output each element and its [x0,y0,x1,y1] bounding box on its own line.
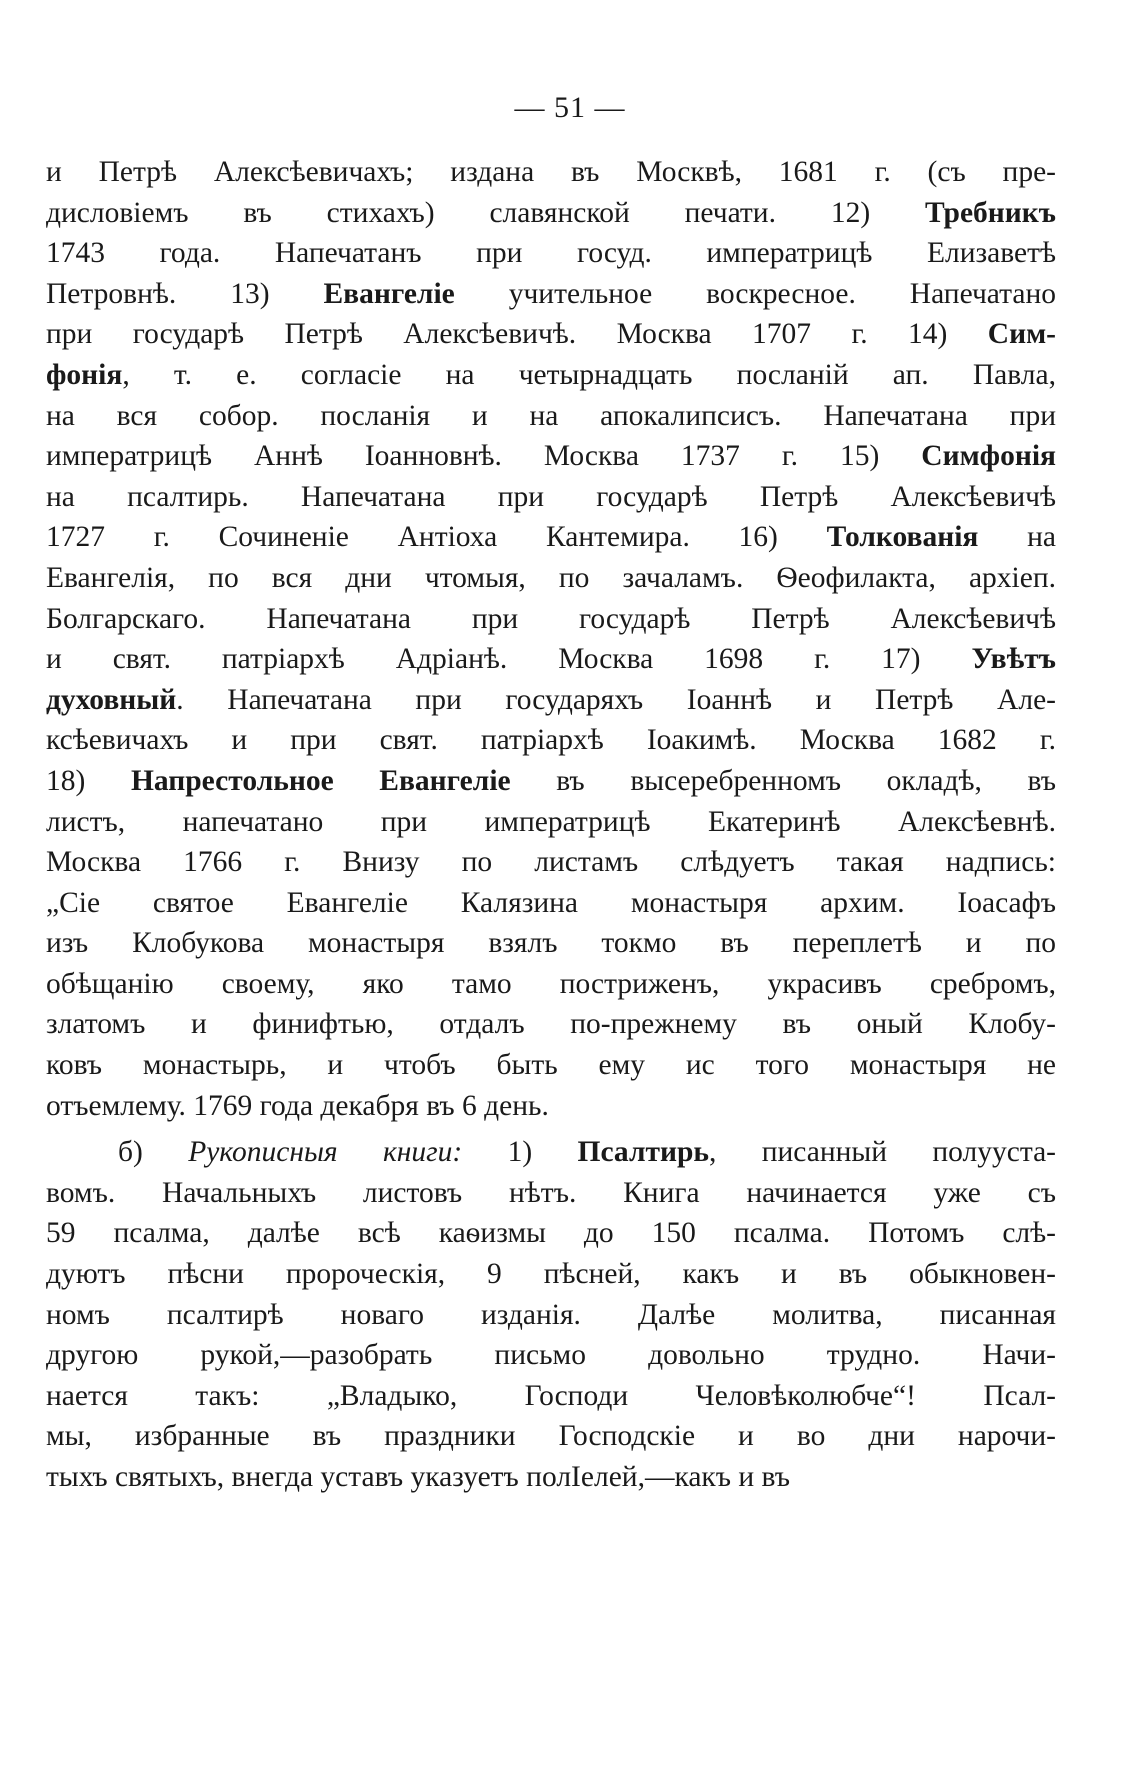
text-line [46,1132,1056,1173]
text-line [46,1004,1056,1045]
text-run: 1727 г. Сочиненіе Антіоха Кантемира. 16) [46,521,827,554]
text-run: Евангелія, по вся дни чтомыя, по зачаламъ. Ѳеофилакта, архіеп. [46,561,1056,594]
text-line [46,1376,1056,1417]
text-run: Петровнѣ. 13) [46,277,324,310]
page-number: — 51 — [514,91,626,124]
text-line [46,883,1056,924]
text-line [46,1335,1056,1376]
text-run: , писанный полууста- [709,1136,1056,1169]
text-run: 18) [46,764,131,797]
text-run: 1743 года. Напечатанъ при госуд. императрицѣ Елизаветѣ [46,237,1056,270]
text-line [46,1045,1056,1086]
bold-title: Толкованія [826,521,979,554]
text-line [46,274,1056,315]
text-run: на псалтирь. Напечатана при государѣ Петрѣ Алексѣевичѣ [46,480,1056,513]
text-run: отъемлему. 1769 года декабря въ 6 день. [46,1089,549,1122]
text-line [46,1254,1056,1295]
text-line [46,680,1056,721]
text-run: на вся собор. посланія и на апокалипсисъ. Напечатана при [46,399,1056,432]
text-line [46,233,1056,274]
text-run: и свят. патріархѣ Адріанѣ. Москва 1698 г. 17) [46,643,972,676]
text-run: номъ псалтирѣ новаго изданія. Далѣе молитва, писанная [46,1298,1056,1331]
text-run: вомъ. Начальныхъ листовъ нѣтъ. Книга начинается уже съ [46,1176,1056,1209]
text-line [46,1213,1056,1254]
text-line [46,1457,1056,1498]
text-run: и Петрѣ Алексѣевичахъ; издана въ Москвѣ, 1681 г. (съ пре- [46,156,1056,188]
text-line [46,802,1056,843]
italic-heading: Рукописныя книги: [188,1136,463,1169]
text-line [46,193,1056,234]
text-run: листъ, напечатано при императрицѣ Екатеринѣ Алексѣевнѣ. [46,805,1056,838]
bold-title: Евангеліе [323,277,455,310]
text-run: изъ Клобукова монастыря взялъ токмо въ переплетѣ и по [46,927,1056,960]
text-run: нается такъ: „Владыко, Господи Человѣколюбче“! Псал- [46,1379,1056,1412]
text-run: ковъ монастырь, и чтобъ быть ему ис того монастыря не [46,1049,1056,1082]
text-line [46,720,1056,761]
text-run: . Напечатана при государяхъ Іоаннѣ и Петрѣ Але- [176,683,1056,716]
text-run: при государѣ Петрѣ Алексѣевичѣ. Москва 1707 г. 14) [46,318,988,351]
text-run: другою рукой,—разобрать письмо довольно трудно. Начи- [46,1339,1056,1372]
text-run: обѣщанію своему, яко тамо постриженъ, украсивъ сребромъ, [46,967,1056,1000]
bold-title: Напрестольное Евангеліе [130,764,511,797]
text-run: 1) [462,1136,578,1169]
bold-title: Требникъ [925,196,1056,229]
text-line [46,477,1056,518]
text-run: б) [118,1136,189,1169]
text-run: дисловіемъ въ стихахъ) славянской печати. 12) [46,196,925,229]
text-run: ксѣевичахъ и при свят. патріархѣ Іоакимѣ. Москва 1682 г. [46,724,1056,757]
text-run: „Сіе святое Евангеліе Калязина монастыря архим. Іоасафъ [46,886,1056,919]
text-line [46,355,1056,396]
text-line [46,1086,1056,1127]
text-run: тыхъ святыхъ, внегда уставъ указуетъ полІелей,—какъ и въ [46,1461,790,1493]
text-line [46,558,1056,599]
text-run: учительное воскресное. Напечатано [454,277,1056,310]
bold-title: Симфонія [921,440,1056,473]
text-line [46,1416,1056,1457]
text-line [46,1173,1056,1214]
text-line [46,842,1056,883]
text-line [46,396,1056,437]
text-line [46,964,1056,1005]
body-text [46,152,1056,1498]
text-run: мы, избранные въ праздники Господскіе и во дни нарочи- [46,1420,1056,1453]
text-line [46,599,1056,640]
text-run: Болгарскаго. Напечатана при государѣ Петрѣ Алексѣевичѣ [46,602,1056,635]
bold-title: Сим- [987,318,1056,351]
text-line [46,436,1056,477]
bold-title: духовный [46,683,177,716]
text-line [46,1295,1056,1336]
text-line [46,761,1056,802]
text-run: императрицѣ Аннѣ Іоанновнѣ. Москва 1737 г. 15) [46,440,922,473]
text-run: Москва 1766 г. Внизу по листамъ слѣдуетъ такая надпись: [46,846,1056,879]
text-run: на [978,521,1056,554]
bold-title: Псалтирь [577,1136,709,1169]
text-line [46,517,1056,558]
bold-title: Увѣтъ [971,643,1056,676]
text-run: , т. е. согласіе на четырнадцать посланій ап. Павла, [122,358,1056,391]
text-run: 59 псалма, далѣе всѣ каѳизмы до 150 псалма. Потомъ слѣ- [46,1217,1056,1250]
text-line [46,152,1056,193]
text-run: дуютъ пѣсни пророческія, 9 пѣсней, какъ и въ обыкновен- [46,1258,1056,1291]
text-run: златомъ и финифтью, отдалъ по-прежнему въ оный Клобу- [46,1008,1056,1041]
text-line [46,923,1056,964]
bold-title: фонія [46,358,123,391]
text-line [46,639,1056,680]
text-run: въ высеребренномъ окладѣ, въ [510,764,1057,797]
text-line [46,314,1056,355]
